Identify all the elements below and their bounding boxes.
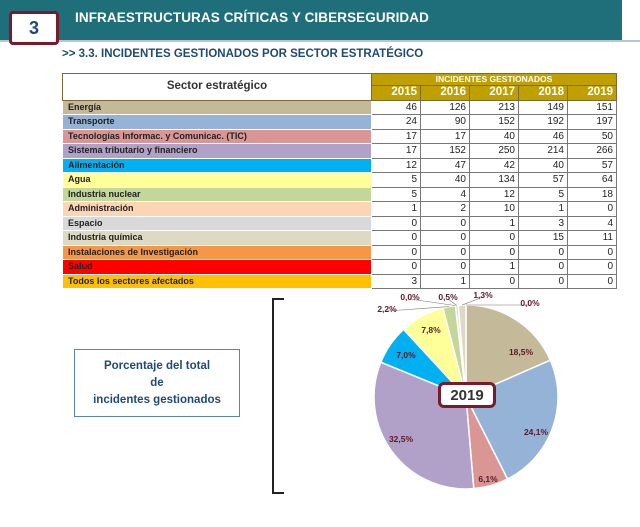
table-row <box>63 100 617 115</box>
incident-count: 17 <box>372 144 421 159</box>
incident-count: 5 <box>372 187 421 202</box>
table-row <box>63 202 617 217</box>
incident-count: 152 <box>470 115 519 130</box>
incident-count: 17 <box>372 129 421 144</box>
table-row <box>63 216 617 231</box>
sector-name: Administración <box>63 202 372 217</box>
incident-count: 3 <box>372 274 421 289</box>
bracket-bottom <box>272 492 284 494</box>
incident-count: 0 <box>421 231 470 246</box>
incident-count: 0 <box>568 260 617 275</box>
pie-percent-label: 32,5% <box>388 434 414 444</box>
incident-count: 24 <box>372 115 421 130</box>
incident-count: 0 <box>421 245 470 260</box>
incident-count: 4 <box>568 216 617 231</box>
incident-count: 1 <box>519 202 568 217</box>
incident-count: 5 <box>519 187 568 202</box>
incident-count: 0 <box>470 231 519 246</box>
table-row <box>63 129 617 144</box>
year-header: 2015 <box>372 86 421 101</box>
table-row <box>63 144 617 159</box>
pie-percent-label: 18,5% <box>508 347 534 357</box>
sector-name: Salud <box>63 260 372 275</box>
chapter-banner <box>0 0 640 46</box>
section-title: >> 3.3. INCIDENTES GESTIONADOS POR SECTOR ESTRATÉGICO <box>62 48 424 60</box>
incident-count: 0 <box>421 216 470 231</box>
incident-count: 57 <box>568 158 617 173</box>
chapter-number: 3 <box>9 11 59 45</box>
incident-count: 0 <box>568 202 617 217</box>
incident-count: 1 <box>372 202 421 217</box>
incident-count: 1 <box>470 260 519 275</box>
incident-count: 0 <box>421 260 470 275</box>
incident-count: 0 <box>519 260 568 275</box>
table-header-row <box>63 74 617 86</box>
incidents-table <box>62 73 617 289</box>
percentage-caption: Porcentaje del total de incidentes gestionados <box>74 349 240 417</box>
incident-count: 50 <box>568 129 617 144</box>
incident-count: 11 <box>568 231 617 246</box>
pie-percent-label: 0,0% <box>400 292 420 302</box>
pie-percent-label: 24,1% <box>523 427 549 437</box>
incident-count: 0 <box>470 274 519 289</box>
sector-column-header: Sector estratégico <box>63 74 372 101</box>
chapter-title: INFRAESTRUCTURAS CRÍTICAS Y CIBERSEGURIDAD <box>75 10 429 25</box>
incident-count: 90 <box>421 115 470 130</box>
pie-percent-label: 0,5% <box>438 292 458 302</box>
sector-name: Agua <box>63 173 372 188</box>
incident-count: 0 <box>372 216 421 231</box>
incident-count: 12 <box>470 187 519 202</box>
sector-name: Espacio <box>63 216 372 231</box>
incident-count: 0 <box>372 260 421 275</box>
incident-count: 214 <box>519 144 568 159</box>
incident-count: 126 <box>421 100 470 115</box>
sector-name: Tecnologías Informac. y Comunicac. (TIC) <box>63 129 372 144</box>
incident-count: 266 <box>568 144 617 159</box>
year-header: 2019 <box>568 86 617 101</box>
incident-count: 213 <box>470 100 519 115</box>
incident-count: 149 <box>519 100 568 115</box>
table-row <box>63 173 617 188</box>
pie-percent-label: 1,3% <box>473 290 493 300</box>
incident-count: 15 <box>519 231 568 246</box>
incidents-table-body <box>63 74 617 289</box>
pie-percent-label: 0,0% <box>520 298 540 308</box>
incident-count: 152 <box>421 144 470 159</box>
incident-count: 17 <box>421 129 470 144</box>
incident-count: 46 <box>372 100 421 115</box>
incident-count: 40 <box>519 158 568 173</box>
incident-count: 64 <box>568 173 617 188</box>
incident-count: 0 <box>519 245 568 260</box>
incident-count: 0 <box>372 231 421 246</box>
year-header: 2016 <box>421 86 470 101</box>
sector-name: Transporte <box>63 115 372 130</box>
incident-count: 151 <box>568 100 617 115</box>
sector-name: Todos los sectores afectados <box>63 274 372 289</box>
bracket-line <box>272 298 274 494</box>
incident-count: 0 <box>470 245 519 260</box>
incident-count: 250 <box>470 144 519 159</box>
table-row <box>63 158 617 173</box>
year-header: 2018 <box>519 86 568 101</box>
incident-count: 0 <box>568 245 617 260</box>
banner-underline <box>0 40 640 42</box>
incident-count: 134 <box>470 173 519 188</box>
table-row <box>63 187 617 202</box>
table-row <box>63 245 617 260</box>
incident-count: 197 <box>568 115 617 130</box>
incident-count: 47 <box>421 158 470 173</box>
incident-count: 40 <box>421 173 470 188</box>
incident-count: 42 <box>470 158 519 173</box>
sector-name: Industria química <box>63 231 372 246</box>
incident-count: 1 <box>421 274 470 289</box>
incident-count: 0 <box>568 274 617 289</box>
sector-name: Sistema tributario y financiero <box>63 144 372 159</box>
bracket-top <box>272 298 284 300</box>
incident-count: 4 <box>421 187 470 202</box>
incident-count: 10 <box>470 202 519 217</box>
incident-count: 57 <box>519 173 568 188</box>
table-row <box>63 115 617 130</box>
table-row <box>63 231 617 246</box>
incident-count: 1 <box>470 216 519 231</box>
sector-name: Energía <box>63 100 372 115</box>
table-row <box>63 260 617 275</box>
sector-name: Industria nuclear <box>63 187 372 202</box>
sector-name: Alimentación <box>63 158 372 173</box>
incident-count: 0 <box>372 245 421 260</box>
incident-count: 12 <box>372 158 421 173</box>
incident-count: 192 <box>519 115 568 130</box>
incident-count: 3 <box>519 216 568 231</box>
sector-name: Instalaciones de Investigación <box>63 245 372 260</box>
pie-percent-label: 7,0% <box>396 350 416 360</box>
incidents-group-header: INCIDENTES GESTIONADOS <box>372 74 617 86</box>
pie-percent-label: 7,8% <box>421 325 441 335</box>
incident-count: 46 <box>519 129 568 144</box>
pie-year-badge: 2019 <box>438 382 496 408</box>
pie-percent-label: 6,1% <box>478 474 498 484</box>
pie-percent-label: 2,2% <box>377 304 397 314</box>
incident-count: 0 <box>519 274 568 289</box>
year-header: 2017 <box>470 86 519 101</box>
incident-count: 2 <box>421 202 470 217</box>
incident-count: 5 <box>372 173 421 188</box>
incident-count: 18 <box>568 187 617 202</box>
incident-count: 40 <box>470 129 519 144</box>
